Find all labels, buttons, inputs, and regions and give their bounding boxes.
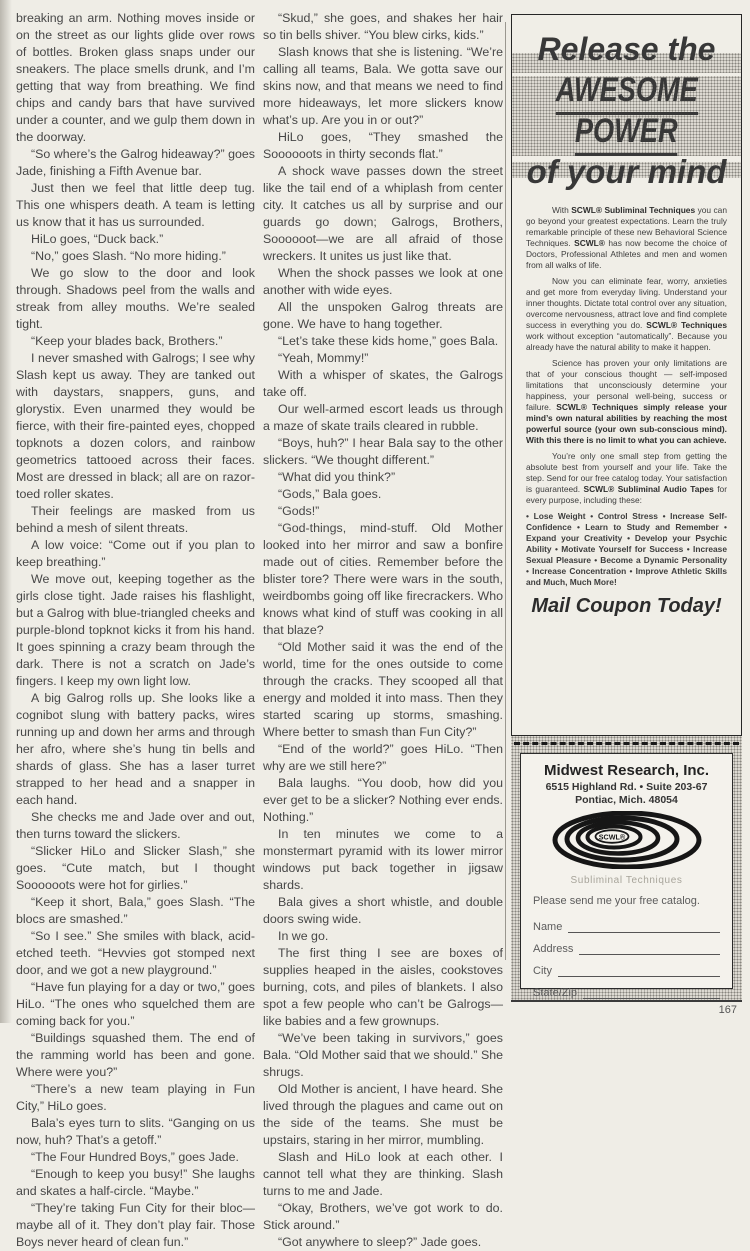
- headline-line-awesome: AWESOME: [512, 71, 741, 115]
- ad-paragraph: Science has proven your only limitations are that of your conscious thought — self-imposed limitations that unconsciously determine your happiness, your personal well-being, success or failure. SCWL® Techniques simply release your mind’s own natural abilities by reaching the most powerful source (your own sub-conscious mind). With this there is no limit to what you can achieve.: [526, 358, 727, 445]
- story-paragraph: “The Four Hundred Boys,” goes Jade.: [31, 1150, 239, 1164]
- field-label: City: [533, 965, 552, 977]
- ad-body-copy: [512, 201, 741, 588]
- company-name: Midwest Research, Inc.: [543, 762, 710, 779]
- story-paragraph: breaking an arm. Nothing moves inside or on the street as our lights glide over rows of bottles. Broken glass snaps under our sneakers. The place smells drunk, and I’m getting that way from breathing. We find chips and candy bars that have survived under a counter, and we gulp them down in the doorway.: [16, 11, 255, 144]
- story-paragraph: A big Galrog rolls up. She looks like a cognibot slung with battery packs, wires running up and down her arms and through her afro, where she’s hung tin bells and shards of glass. She has a laser turret strapped to her head and a snapper in each hand.: [16, 691, 255, 807]
- story-paragraph: Bala laughs. “You doob, how did you ever get to be a slicker? Nothing ever ends. Nothing.”: [263, 776, 503, 824]
- scwl-logo-text: SCWL®: [598, 832, 625, 842]
- mail-coupon-cta: Mail Coupon Today!: [531, 595, 722, 617]
- ad-benefits-list: • Lose Weight • Control Stress • Increase Self-Confidence • Learn to Study and Remember • Expand your Creativity • Develop your Psychic Ability • Motivate Yourself for Success • Increase Sexual Pleasure • Become a Dynamic Personality • Increase Concentration • Improve Athletic Skills and Much, Much More!: [526, 511, 727, 587]
- story-paragraph: “No,” goes Slash. “No more hiding.”: [31, 249, 226, 263]
- story-paragraph: “Okay, Brothers, we’ve got work to do. Stick around.”: [263, 1201, 503, 1232]
- scwl-advertisement: [511, 14, 742, 736]
- logo-caption: Subliminal Techniques: [570, 875, 683, 886]
- story-paragraph: “Old Mother said it was the end of the world, time for the ones outside to come through the cracks. They scooped all that energy and molded it into mass. Then they started scaring up storms, smashing. Where better to smash than Fun City?”: [263, 640, 503, 739]
- headline-line-of-your-mind: of your mind: [526, 153, 727, 190]
- coupon-field-name: [533, 911, 720, 933]
- story-paragraph: “Gods,” Bala goes.: [278, 487, 382, 501]
- column-divider-rule: [505, 22, 506, 960]
- story-paragraph: “Yeah, Mommy!”: [278, 351, 369, 365]
- story-paragraph: Bala gives a short whistle, and double doors swing wide.: [263, 895, 503, 926]
- story-paragraph: Their feelings are masked from us behind a mesh of silent threats.: [16, 504, 255, 535]
- story-paragraph: “So where’s the Galrog hideaway?” goes Jade, finishing a Fifth Avenue bar.: [16, 147, 255, 178]
- coupon-field-address: [533, 933, 720, 955]
- story-paragraph: “So I see.” She smiles with black, acid-etched teeth. “Hevvies got stomped next door, and we got a new playground.”: [16, 929, 255, 977]
- coupon-field-city: [533, 955, 720, 977]
- story-paragraph: Our well-armed escort leads us through a maze of skate trails cleared in rubble.: [263, 402, 503, 433]
- story-paragraph: Just then we feel that little deep tug. This one whispers death. A team is letting us know that it has us surrounded.: [16, 181, 255, 229]
- story-paragraph: When the shock passes we look at one another with wide eyes.: [263, 266, 503, 297]
- scwl-logo: [533, 811, 720, 874]
- story-paragraph: “Have fun playing for a day or two,” goes HiLo. “The ones who squelched them are coming back for you.”: [16, 980, 255, 1028]
- field-label: State/Zip: [533, 987, 578, 999]
- field-label: Name: [533, 921, 563, 933]
- story-paragraph: Bala’s eyes turn to slits. “Ganging on us now, huh? That’s a getoff.”: [16, 1116, 255, 1147]
- field-write-in-line: [558, 962, 720, 977]
- story-paragraph: “Got anywhere to sleep?” Jade goes.: [278, 1235, 482, 1249]
- headline-line-release-the: Release the: [537, 31, 716, 67]
- story-paragraph: All the unspoken Galrog threats are gone. We have to hang together.: [263, 300, 503, 331]
- coupon-cut-line: [514, 742, 739, 745]
- story-paragraph: “Keep your blades back, Brothers.”: [31, 334, 223, 348]
- story-paragraph: Slash knows that she is listening. “We’re calling all teams, Bala. We gotta save our skins now, and that means we need to find more hideaways, let more slickers know what’s up. Are you in or out?”: [263, 45, 503, 127]
- field-write-in-line: [583, 984, 720, 999]
- story-paragraph: In ten minutes we come to a monstermart pyramid with its lower mirror windows put back together in jigsaw shards.: [263, 827, 503, 892]
- story-paragraph: “Let’s take these kids home,” goes Bala.: [278, 334, 499, 348]
- headline-line-power: POWER: [512, 112, 741, 156]
- mail-in-coupon: [511, 736, 742, 1002]
- story-paragraph: A low voice: “Come out if you plan to keep breathing.”: [16, 538, 255, 569]
- story-paragraph: She checks me and Jade over and out, then turns toward the slickers.: [16, 810, 255, 841]
- field-label: Address: [533, 943, 574, 955]
- story-paragraph: The first thing I see are boxes of supplies heaped in the aisles, cookstoves burning, cots, and piles of blankets. I also spot a few people who can’t be Galrogs—like babies and a few grownups.: [263, 946, 503, 1028]
- story-paragraph: We move out, keeping together as the girls close tight. Jade raises his flashlight, but a Galrog with blue-triangled cheeks and purple-blond topknot kicks it from his hand. It goes spinning a crazy beam through the dark. There is not a scratch on Jade’s fingers. I keep my own light low.: [16, 572, 256, 688]
- coupon-field-state-zip: [533, 977, 720, 999]
- page-number: 167: [718, 1004, 737, 1016]
- story-paragraph: “Boys, huh?” I hear Bala say to the other slickers. “We thought different.”: [263, 436, 503, 467]
- story-paragraph: “End of the world?” goes HiLo. “Then why are we still here?”: [263, 742, 503, 773]
- story-paragraph: Slash and HiLo look at each other. I cannot tell what they are thinking. Slash turns to me and Jade.: [263, 1150, 503, 1198]
- story-column-middle: [263, 10, 503, 1251]
- field-write-in-line: [579, 940, 720, 955]
- story-paragraph: HiLo goes, “Duck back.”: [31, 232, 164, 246]
- coupon-form: [520, 753, 733, 999]
- company-address-line2: Pontiac, Mich. 48054: [575, 794, 678, 806]
- story-paragraph: HiLo goes, “They smashed the Soooooots in thirty seconds flat.”: [263, 130, 503, 161]
- field-write-in-line: [568, 918, 720, 933]
- story-paragraph: With a whisper of skates, the Galrogs take off.: [263, 368, 503, 399]
- story-paragraph: “Slicker HiLo and Slicker Slash,” she goes. “Cute match, but I thought Soooooots were hot for girlies.”: [16, 844, 255, 892]
- story-paragraph: In we go.: [278, 929, 329, 943]
- story-paragraph: We go slow to the door and look through. Shadows peel from the walls and streak from alley mouths. We’re sealed tight.: [16, 266, 255, 331]
- coupon-request-line: Please send me your free catalog.: [533, 895, 700, 907]
- story-paragraph: I never smashed with Galrogs; I see why Slash kept us away. They are tanked out with daystars, snappers, guns, and glorystix. Even unarmed they would be fierce, with their fire-painted eyes, chopped topknots a dozen colors, and rainbow geometrics tattooed across their faces. Most are dressed in black; all are on razor-toed roller skates.: [16, 351, 255, 501]
- company-address-line1: 6515 Highland Rd. • Suite 203-67: [545, 781, 708, 793]
- story-paragraph: “Skud,” she goes, and shakes her hair so tin bells shiver. “You blew cirks, kids.”: [263, 11, 503, 42]
- story-column-left: [16, 10, 255, 1251]
- story-paragraph: “Gods!”: [278, 504, 320, 518]
- story-paragraph: “Enough to keep you busy!” She laughs and skates a half-circle. “Maybe.”: [16, 1167, 255, 1198]
- story-paragraph: Old Mother is ancient, I have heard. She lived through the plagues and came out on the side of the teams. She must be upstairs, staring in her mirror, mumbling.: [263, 1082, 503, 1147]
- ad-paragraph: Now you can eliminate fear, worry, anxieties and get more from everyday living. Understand your inner thoughts. Dictate total control over any situation, overcome nervousness, attract love and find complete success in everything you do. SCWL® Techniques work without exception “automatically”. Because you already have the natural ability to make it happen.: [526, 276, 727, 352]
- ad-paragraph: With SCWL® Subliminal Techniques you can go beyond your greatest expectations. Learn the truly remarkable principle of these new Behavioral Science Techniques. SCWL® has now become the choice of Doctors, Professional Athletes and men and women from all walks of life.: [526, 205, 728, 270]
- story-paragraph: “They’re taking Fun City for their bloc—maybe all of it. They don’t play fair. Those Boys never heard of clean fun.”: [16, 1201, 255, 1249]
- story-paragraph: “What did you think?”: [278, 470, 396, 484]
- story-paragraph: A shock wave passes down the street like the tail end of a whiplash from center city. It catches us all by surprise and our guards go down; Galrogs, Brothers, Soooooot—we are all afraid of those wreckers. It unites us just like that.: [263, 164, 503, 263]
- coupon-fields: [533, 911, 720, 999]
- story-paragraph: “Buildings squashed them. The end of the ramming world has been and gone. Where were you?”: [16, 1031, 255, 1079]
- ad-paragraph: You’re only one small step from getting the absolute best from yourself and your life. Take the step. Send for our free catalog today. Your satisfaction is guaranteed. SCWL® Subliminal Audio Tapes for every purpose, including these:: [526, 451, 727, 505]
- story-paragraph: “There’s a new team playing in Fun City,” HiLo goes.: [16, 1082, 255, 1113]
- story-paragraph: “Keep it short, Bala,” goes Slash. “The blocs are smashed.”: [16, 895, 255, 926]
- story-paragraph: “God-things, mind-stuff. Old Mother looked into her mirror and saw a bonfire made out of cities. Remember before the blister tore? There were wars in the south, weirdbombs going off like firecrackers. Who knows what kind of stuff was cooking in all that blaze?: [263, 521, 503, 637]
- story-paragraph: “We’ve been taking in survivors,” goes Bala. “Old Mother said that we should.” She shrugs.: [263, 1031, 503, 1079]
- ad-headline: [512, 15, 741, 201]
